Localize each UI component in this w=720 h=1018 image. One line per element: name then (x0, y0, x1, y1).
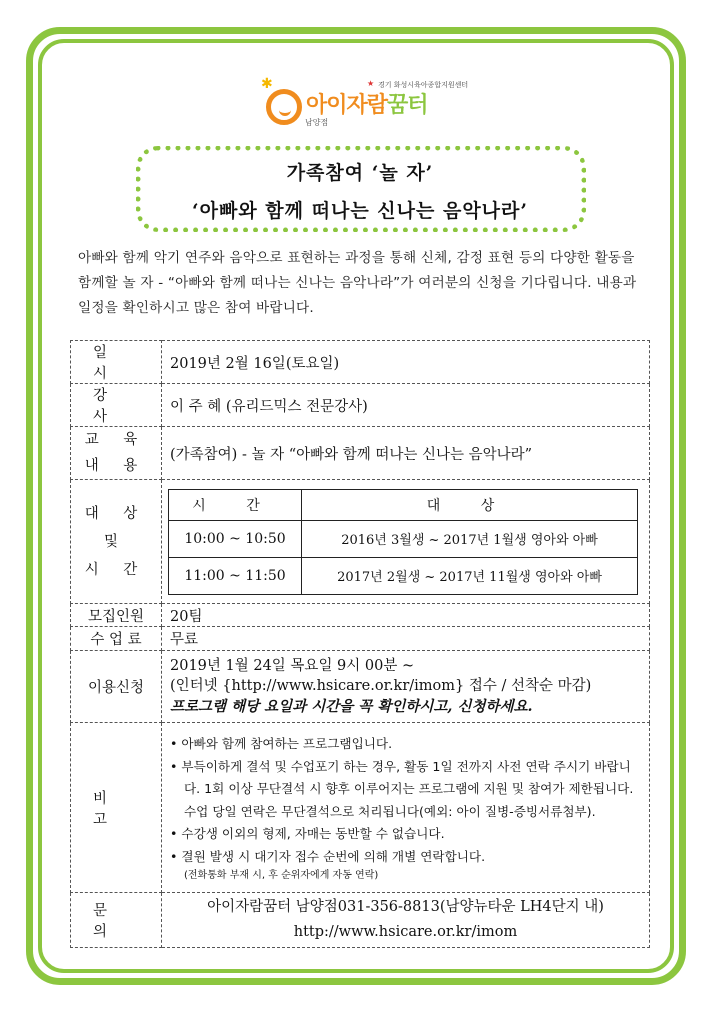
logo-branch: 남양점 (305, 118, 329, 127)
schedule-time: 11:00 ~ 11:50 (169, 557, 302, 594)
value-fee: 무료 (162, 627, 650, 651)
label-content-line2: 내 용 (84, 458, 148, 474)
contact-url-link[interactable]: http://www.hsicare.or.kr/imom (293, 924, 518, 940)
apply-method-link[interactable]: (인터넷 {http://www.hsicare.or.kr/imom} 접수 / 선착순 마감) (170, 677, 592, 694)
smile-face-icon (266, 89, 302, 125)
value-remarks (162, 723, 650, 893)
title-line2: ‘아빠와 함께 떠나는 신나는 음악나라’ (192, 200, 528, 222)
row-content (71, 427, 650, 480)
row-contact (71, 893, 650, 948)
schedule-header-target: 대 상 (302, 489, 638, 520)
remark-item: • 아빠와 함께 참여하는 프로그램입니다. (170, 736, 393, 751)
schedule-row (169, 557, 638, 594)
label-remarks: 비 고 (71, 723, 162, 893)
value-contact (162, 893, 650, 948)
org-mark-icon: ★ (367, 79, 375, 88)
row-instructor (71, 384, 650, 427)
label-target-line3: 시 간 (84, 561, 148, 578)
info-table (70, 340, 650, 948)
row-target (71, 480, 650, 604)
label-target-line2: 및 (103, 533, 128, 550)
value-instructor: 이 주 혜 (유리드믹스 전문강사) (162, 384, 650, 427)
center-logo (258, 76, 488, 136)
org-name: 경기 화성시육아종합지원센터 (378, 81, 469, 89)
schedule-row (169, 520, 638, 557)
apply-period: 2019년 1월 24일 목요일 9시 00분 ~ (170, 657, 415, 674)
label-fee: 수 업 료 (71, 627, 162, 651)
contact-phone: 아이자람꿈터 남양점031-356-8813(남양뉴타운 LH4단지 내) (207, 899, 604, 915)
remarks-list (162, 727, 649, 888)
value-apply (162, 651, 650, 723)
label-recruit: 모집인원 (71, 604, 162, 627)
value-target (162, 480, 650, 604)
label-contact: 문 의 (71, 893, 162, 948)
value-content: (가족참여) - 놀 자 “아빠와 함께 떠나는 신나는 음악나라” (162, 427, 650, 480)
row-fee (71, 627, 650, 651)
row-date (71, 341, 650, 384)
schedule-table (168, 489, 638, 595)
sprout-icon: ✱ (261, 76, 273, 92)
logo-name-part1: 아이자람 (306, 93, 388, 118)
title-line1: 가족참여 ‘놀 자’ (286, 162, 434, 184)
row-apply (71, 651, 650, 723)
value-recruit: 20팀 (162, 604, 650, 627)
schedule-target: 2016년 3월생 ~ 2017년 1월생 영아와 아빠 (302, 520, 638, 557)
label-date: 일 시 (71, 341, 162, 384)
remark-small-note: (전화통화 부재 시, 후 순위자에게 자동 연락) (184, 870, 379, 881)
schedule-header-time: 시 간 (169, 489, 302, 520)
remark-item: • 결원 발생 시 대기자 접수 순번에 의해 개별 연락합니다. (170, 848, 486, 864)
label-content (71, 427, 162, 480)
label-target-line1: 대 상 (84, 505, 148, 522)
schedule-header (169, 489, 638, 520)
row-remarks (71, 723, 650, 893)
label-instructor: 강 사 (71, 384, 162, 427)
intro-paragraph: 아빠와 함께 악기 연주와 음악으로 표현하는 과정을 통해 신체, 감정 표현 등의 다양한 활동을 함께할 놀 자 - “아빠와 함께 떠나는 신나는 음악나라”가 여러분의 신청을 기다립니다. 내용과 일정을 확인하시고 많은 참여 바랍니다. (78, 250, 637, 316)
schedule-time: 10:00 ~ 10:50 (169, 520, 302, 557)
logo-name-part2: 꿈터 (387, 93, 428, 118)
logo-name (306, 88, 428, 119)
label-content-line1: 교 육 (84, 432, 148, 448)
value-date: 2019년 2월 16일(토요일) (162, 341, 650, 384)
remark-item: • 수강생 이외의 형제, 자매는 동반할 수 없습니다. (170, 826, 445, 841)
remark-item: • 부득이하게 결석 및 수업포기 하는 경우, 활동 1일 전까지 사전 연락 주시기 바랍니다. 1회 이상 무단결석 시 향후 이루어지는 프로그램에 지원 및 참여가 제한됩니다. 수업 당일 연락은 무단결석으로 처리됩니다(예외: 아이 질병-증빙서류첨부). (170, 758, 634, 819)
apply-note: 프로그램 해당 요일과 시간을 꼭 확인하시고, 신청하세요. (170, 697, 533, 715)
schedule-target: 2017년 2월생 ~ 2017년 11월생 영아와 아빠 (302, 557, 638, 594)
row-recruit (71, 604, 650, 627)
label-apply: 이용신청 (71, 651, 162, 723)
label-target (71, 480, 162, 604)
